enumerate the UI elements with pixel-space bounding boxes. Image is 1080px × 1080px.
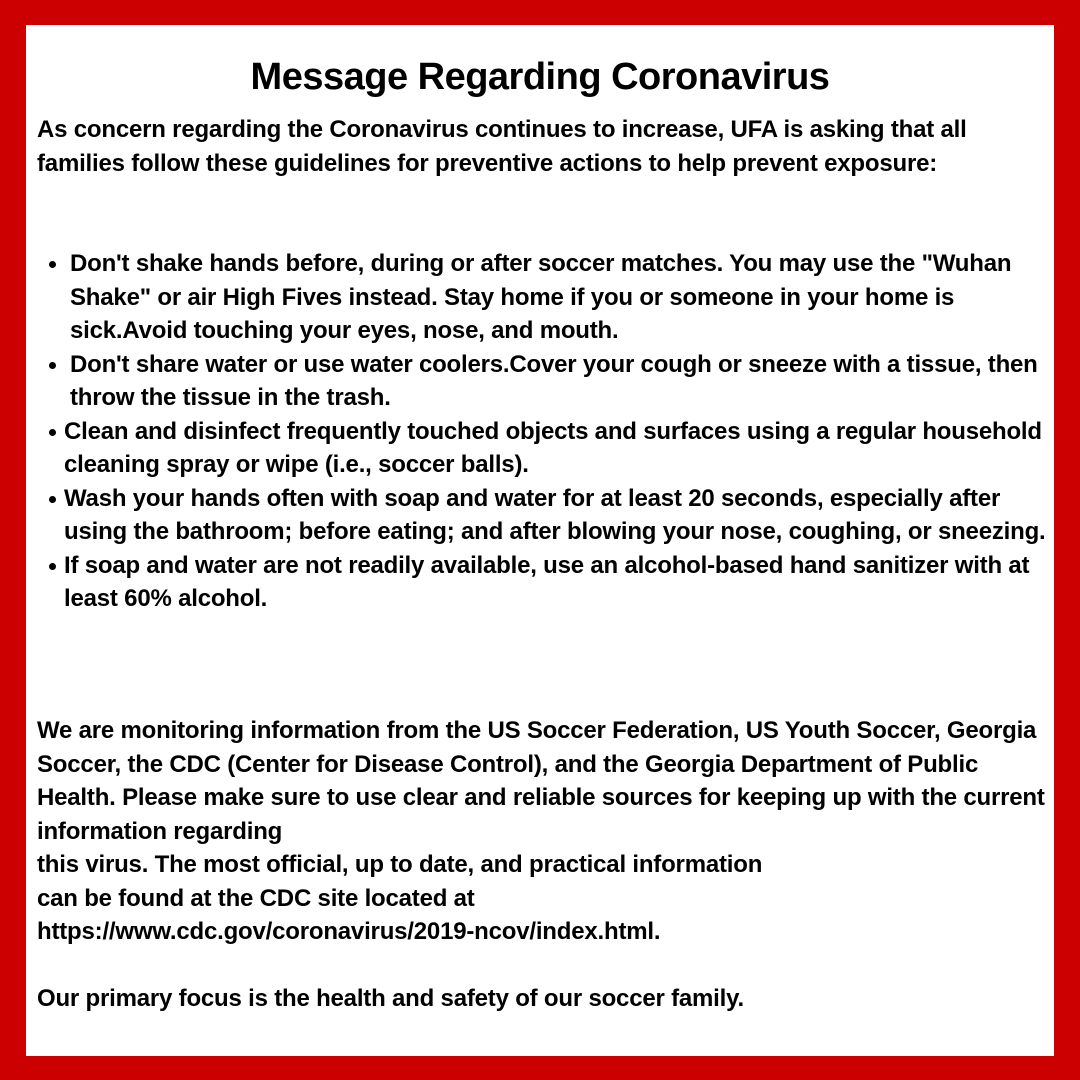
list-item-text: Clean and disinfect frequently touched objects and surfaces using a regular household cleaning spray or wipe (i.e., soccer balls). — [64, 417, 1042, 478]
closing-statement: Our primary focus is the health and safety of our soccer family. — [37, 985, 744, 1012]
page-title: Message Regarding Coronavirus — [250, 56, 830, 98]
list-item — [37, 348, 1047, 415]
message-panel — [26, 25, 1054, 1056]
list-item — [37, 549, 1047, 616]
list-item-text: Don't share water or use water coolers.Cover your cough or sneeze with a tissue, then throw the tissue in the trash. — [70, 350, 1038, 411]
bullet-icon — [49, 261, 56, 268]
guidelines-list — [37, 247, 1047, 616]
bullet-icon — [49, 429, 56, 436]
list-item — [37, 415, 1047, 482]
bullet-icon — [49, 362, 56, 369]
list-item-text: Wash your hands often with soap and water for at least 20 seconds, especially after using the bathroom; before eating; and after blowing your nose, coughing, or sneezing. — [64, 484, 1046, 545]
list-item — [37, 247, 1047, 348]
list-item-text: Don't shake hands before, during or after soccer matches. You may use the "Wuhan Shake" or air High Fives instead. Stay home if you or someone in your home is sick.Avoid touching your eyes, nose, and mouth. — [70, 250, 1012, 344]
intro-paragraph: As concern regarding the Coronavirus continues to increase, UFA is asking that all families follow these guidelines for preventive actions to help prevent exposure: — [37, 116, 967, 177]
bullet-icon — [49, 563, 56, 570]
monitoring-paragraph: We are monitoring information from the US Soccer Federation, US Youth Soccer, Georgia Soccer, the CDC (Center for Disease Control), and the Georgia Department of Public Health. Please make sure to use clear and reliable sources for keeping up with the current information regarding this virus. The most official, up to date, and practical information can be found at the CDC site located at https://www.cdc.gov/coronavirus/2019-ncov/index.html. — [37, 717, 1045, 945]
list-item — [37, 482, 1047, 549]
bullet-icon — [49, 496, 56, 503]
list-item-text: If soap and water are not readily available, use an alcohol-based hand sanitizer with at least 60% alcohol. — [64, 551, 1030, 612]
